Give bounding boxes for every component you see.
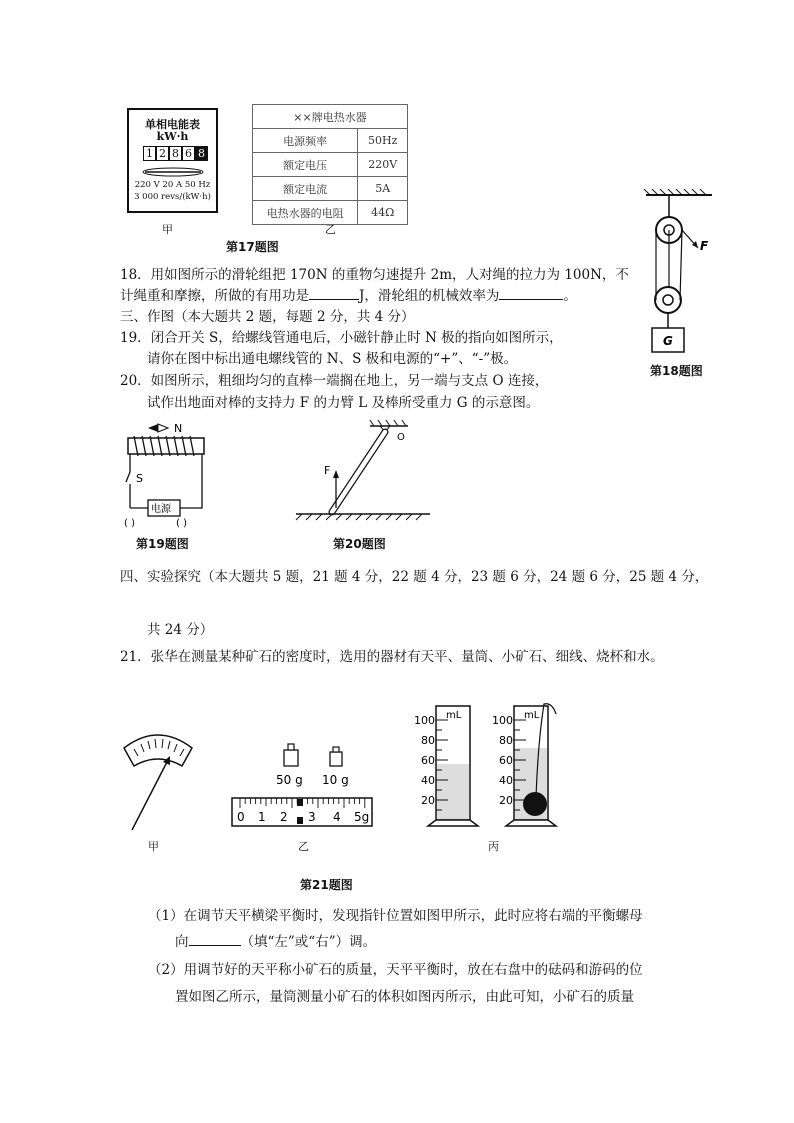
meter-disc-icon bbox=[141, 165, 205, 179]
meter-digit: 2 bbox=[156, 146, 169, 161]
power-plus-paren: ( ) bbox=[176, 518, 187, 529]
compass-n-label: N bbox=[174, 422, 183, 435]
q21-line-1: 21．张华在测量某种矿石的密度时，选用的器材有天平、量筒、小矿石、细线、烧杯和水。 bbox=[120, 649, 664, 665]
heater-row-value: 44Ω bbox=[358, 201, 408, 225]
scale-label: 0 bbox=[237, 810, 245, 824]
pulley-force-label: F bbox=[700, 239, 709, 253]
cylinder-tick: 100 bbox=[492, 714, 513, 727]
cylinder-tick: 20 bbox=[421, 794, 435, 807]
heater-table-header: ××牌电热水器 bbox=[253, 105, 408, 129]
meter-spec-1: 220 V 20 A 50 Hz bbox=[134, 180, 211, 190]
fig21-caption: 第21题图 bbox=[300, 878, 353, 892]
meter-digit: 1 bbox=[143, 146, 156, 161]
balance-pointer-figure bbox=[118, 726, 200, 832]
cylinder-tick: 60 bbox=[421, 754, 435, 767]
cylinder-tick: 80 bbox=[499, 734, 513, 747]
cylinder-tick: 80 bbox=[421, 734, 435, 747]
answer-blank[interactable] bbox=[499, 299, 563, 300]
weights-scale-figure bbox=[228, 740, 378, 830]
q18-line-1: 18．用如图所示的滑轮组把 170N 的重物匀速提升 2m，人对绳的拉力为 100N，不 bbox=[120, 267, 629, 283]
electric-meter bbox=[127, 108, 218, 213]
cylinder-tick: 60 bbox=[499, 754, 513, 767]
q21-sub1-line-2-a: 向 bbox=[175, 934, 189, 950]
answer-blank[interactable] bbox=[189, 945, 241, 946]
q18-line-2 bbox=[120, 286, 577, 306]
section-3-heading: 三、作图（本大题共 2 题，每题 2 分，共 4 分） bbox=[120, 309, 415, 325]
heater-spec-table bbox=[252, 104, 408, 225]
meter-digits bbox=[143, 146, 208, 161]
q19-line-2: 请你在图中标出通电螺线管的 N、S 极和电源的“+”、“-”极。 bbox=[147, 351, 518, 367]
support-force-label: F bbox=[324, 464, 331, 477]
scale-label: 5g bbox=[354, 810, 370, 824]
power-source-label: 电源 bbox=[151, 504, 171, 515]
scale-label: 1 bbox=[258, 810, 266, 824]
heater-row-label: 额定电流 bbox=[253, 177, 358, 201]
meter-spec-2: 3 000 revs/(kW·h) bbox=[134, 192, 211, 202]
answer-blank[interactable] bbox=[309, 299, 359, 300]
fig21-label-yi: 乙 bbox=[298, 840, 309, 853]
scale-label: 4 bbox=[333, 810, 341, 824]
q21-sub2-line-2: 置如图乙所示，量筒测量小矿石的体积如图丙所示，由此可知，小矿石的质量 bbox=[175, 989, 634, 1005]
fig21-label-bing: 丙 bbox=[488, 840, 499, 853]
cylinders-figure bbox=[412, 702, 572, 830]
cylinder-tick: 40 bbox=[421, 774, 435, 787]
cylinder-tick: 40 bbox=[499, 774, 513, 787]
power-minus-paren: ( ) bbox=[124, 518, 135, 529]
meter-title: 单相电能表 bbox=[145, 118, 200, 131]
switch-s-label: S bbox=[136, 472, 143, 485]
cylinder-unit-label: mL bbox=[446, 710, 462, 721]
q18-line-2-b: J，滑轮组的机械效率为 bbox=[359, 288, 500, 304]
q20-line-2: 试作出地面对棒的支持力 F 的力臂 L 及棒所受重力 G 的示意图。 bbox=[147, 395, 540, 411]
pulley-figure bbox=[640, 188, 720, 358]
cylinder-tick: 20 bbox=[499, 794, 513, 807]
fig19-caption: 第19题图 bbox=[136, 537, 189, 551]
meter-unit: kW·h bbox=[156, 130, 189, 143]
meter-digit: 8 bbox=[195, 146, 208, 161]
q19-line-1: 19．闭合开关 S，给螺线管通电后，小磁针静止时 N 极的指向如图所示， bbox=[120, 330, 563, 346]
fig18-caption: 第18题图 bbox=[650, 364, 703, 378]
pulley-weight-label: G bbox=[663, 334, 673, 348]
section-4-heading-2: 共 24 分） bbox=[147, 622, 214, 638]
scale-label: 3 bbox=[308, 810, 316, 824]
weight-10g-label: 10 g bbox=[322, 773, 349, 787]
section-4-heading-1: 四、实验探究（本大题共 5 题，21 题 4 分，22 题 4 分，23 题 6 分，24 题 6 分，25 题 4 分， bbox=[120, 569, 709, 585]
fig17-label-yi: 乙 bbox=[325, 223, 336, 236]
q21-sub1-line-2 bbox=[175, 932, 376, 952]
q18-line-2-a: 计绳重和摩擦，所做的有用功是 bbox=[120, 288, 309, 304]
fig17-label-jia: 甲 bbox=[162, 223, 173, 236]
meter-digit: 8 bbox=[169, 146, 182, 161]
q21-sub1-line-1: （1）在调节天平横梁平衡时，发现指针位置如图甲所示，此时应将右端的平衡螺母 bbox=[148, 908, 643, 924]
heater-row-label: 电热水器的电阻 bbox=[253, 201, 358, 225]
heater-row-value: 50Hz bbox=[358, 129, 408, 153]
q18-line-2-c: 。 bbox=[563, 288, 577, 304]
heater-row-value: 220V bbox=[358, 153, 408, 177]
fig17-caption: 第17题图 bbox=[226, 240, 279, 254]
solenoid-figure bbox=[118, 418, 218, 530]
fig20-caption: 第20题图 bbox=[333, 537, 386, 551]
heater-row-label: 电源频率 bbox=[253, 129, 358, 153]
rod-figure bbox=[294, 418, 434, 522]
pivot-o-label: O bbox=[397, 432, 405, 443]
q20-line-1: 20．如图所示，粗细均匀的直棒一端搁在地上，另一端与支点 O 连接， bbox=[120, 373, 549, 389]
meter-digit: 6 bbox=[182, 146, 195, 161]
q21-sub2-line-1: （2）用调节好的天平称小矿石的质量，天平平衡时，放在右盘中的砝码和游码的位 bbox=[148, 962, 643, 978]
q21-sub1-line-2-b: （填“左”或“右”）调。 bbox=[240, 934, 377, 950]
fig21-label-jia: 甲 bbox=[148, 840, 159, 853]
cylinder-unit-label: mL bbox=[524, 710, 540, 721]
cylinder-tick: 100 bbox=[414, 714, 435, 727]
heater-row-value: 5A bbox=[358, 177, 408, 201]
scale-label: 2 bbox=[280, 810, 288, 824]
weight-50g-label: 50 g bbox=[276, 773, 303, 787]
heater-row-label: 额定电压 bbox=[253, 153, 358, 177]
